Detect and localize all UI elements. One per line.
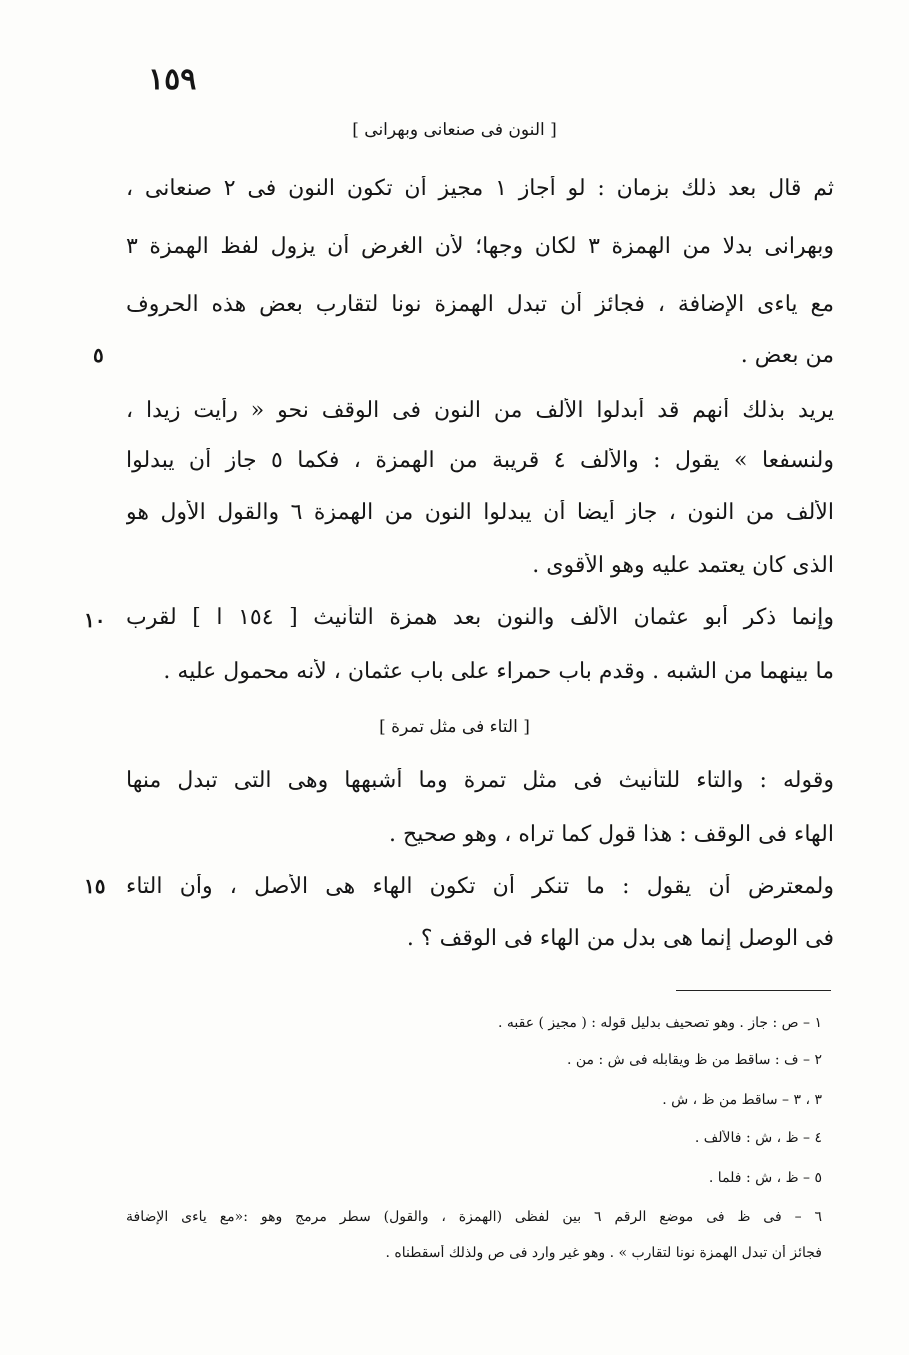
body-line-14: فى الوصل إنما هى بدل من الهاء فى الوقف ؟ .: [406, 926, 834, 951]
body-line-11: وقوله : والتاء للتأنيث فى مثل تمرة وما أشبهها وهى التى تبدل منها: [126, 768, 834, 793]
body-line-13: ولمعترض أن يقول : ما تنكر أن تكون الهاء هى الأصل ، وأن التاء: [126, 874, 834, 899]
footnote-3: ٣ ، ٣ – ساقط من ظ ، ش .: [662, 1092, 822, 1108]
footnote-separator: [676, 990, 831, 991]
page-number: ١٥٩: [148, 62, 197, 97]
line-number-10: ١٠: [84, 608, 106, 632]
line-number-15: ١٥: [84, 874, 106, 898]
footnote-1: ١ – ص : جاز . وهو تصحيف بدليل قوله : ( مجيز ) عقبه .: [497, 1015, 822, 1031]
footnote-6-line-2: فجائز أن تبدل الهمزة نونا لتقارب » . وهو غير وارد فى ص ولذلك أسقطناه .: [385, 1245, 822, 1261]
section-heading-ta: [ التاء فى مثل تمرة ]: [379, 717, 530, 737]
body-line-10: ما بينهما من الشبه . وقدم باب حمراء على باب عثمان ، لأنه محمول عليه .: [163, 659, 834, 684]
body-line-7: الألف من النون ، جاز أيضا أن يبدلوا النون من الهمزة ٦ والقول الأول هو: [126, 500, 834, 525]
footnote-4: ٤ – ظ ، ش : فالألف .: [694, 1130, 822, 1146]
footnote-6-line-1: ٦ – فى ظ فى موضع الرقم ٦ بين لفظى (الهمزة ، والقول) سطر مرمج وهو :«مع ياءى الإضافة: [126, 1209, 822, 1225]
body-line-2: وبهرانى بدلا من الهمزة ٣ لكان وجها؛ لأن الغرض أن يزول لفظ الهمزة ٣: [126, 234, 834, 259]
body-line-1: ثم قال بعد ذلك بزمان : لو أجاز ١ مجيز أن تكون النون فى ٢ صنعانى ،: [126, 176, 834, 201]
body-line-3: مع ياءى الإضافة ، فجائز أن تبدل الهمزة نونا لتقارب بعض هذه الحروف: [126, 292, 834, 317]
body-line-6: ولنسفعا » يقول : والألف ٤ قريبة من الهمزة ، فكما ٥ جاز أن يبدلوا: [126, 448, 834, 473]
line-number-5: ٥: [93, 343, 104, 367]
body-line-8: الذى كان يعتمد عليه وهو الأقوى .: [532, 553, 834, 578]
section-heading-nun: [ النون فى صنعانى وبهرانى ]: [352, 120, 557, 140]
body-line-4: من بعض .: [740, 343, 834, 368]
body-line-12: الهاء فى الوقف : هذا قول كما تراه ، وهو صحيح .: [389, 822, 834, 847]
footnote-2: ٢ – ف : ساقط من ظ ويقابله فى ش : من .: [566, 1052, 822, 1068]
body-line-9: وإنما ذكر أبو عثمان الألف والنون بعد همزة التأنيث [ ١٥٤ ا ] لقرب: [126, 605, 834, 630]
footnote-5: ٥ – ظ ، ش : فلما .: [708, 1170, 822, 1186]
body-line-5: يريد بذلك أنهم قد أبدلوا الألف من النون فى الوقف نحو « رأيت زيدا ،: [126, 398, 834, 423]
